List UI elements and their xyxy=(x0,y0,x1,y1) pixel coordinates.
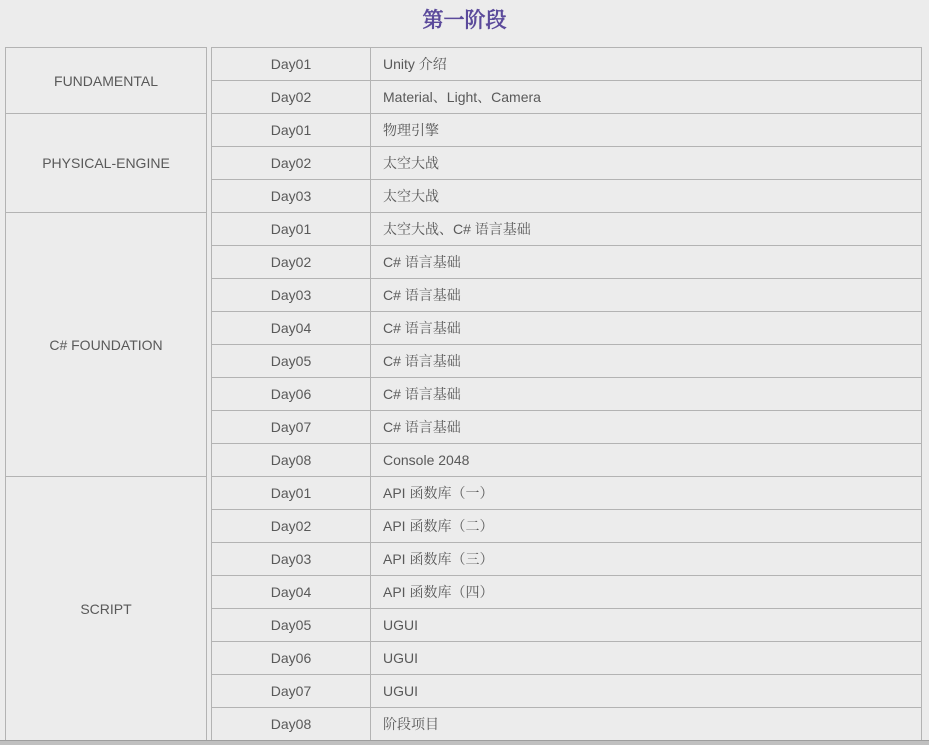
table-section xyxy=(5,113,922,213)
table-row xyxy=(211,410,922,444)
table-row xyxy=(211,443,922,477)
content-cell: C# 语言基础 xyxy=(370,311,922,345)
page-title: 第一阶段 xyxy=(422,9,507,32)
content-cell: UGUI xyxy=(370,641,922,675)
day-cell: Day02 xyxy=(211,146,371,180)
content-cell: C# 语言基础 xyxy=(370,377,922,411)
page-bottom-edge xyxy=(0,740,929,745)
category-cell: SCRIPT xyxy=(5,476,207,741)
table-row xyxy=(211,311,922,345)
table-section xyxy=(5,476,922,741)
day-cell: Day02 xyxy=(211,80,371,114)
content-cell: Console 2048 xyxy=(370,443,922,477)
day-cell: Day01 xyxy=(211,47,371,81)
content-cell: 太空大战 xyxy=(370,146,922,180)
content-cell: 太空大战 xyxy=(370,179,922,213)
day-cell: Day06 xyxy=(211,377,371,411)
day-cell: Day06 xyxy=(211,641,371,675)
day-cell: Day07 xyxy=(211,674,371,708)
content-cell: C# 语言基础 xyxy=(370,344,922,378)
day-cell: Day01 xyxy=(211,212,371,246)
day-cell: Day04 xyxy=(211,311,371,345)
content-cell: C# 语言基础 xyxy=(370,410,922,444)
table-row xyxy=(211,575,922,609)
table-row xyxy=(211,179,922,213)
day-cell: Day03 xyxy=(211,278,371,312)
day-cell: Day01 xyxy=(211,476,371,510)
content-cell: 阶段项目 xyxy=(370,707,922,741)
section-rows xyxy=(211,476,922,741)
table-row xyxy=(211,278,922,312)
content-cell: 太空大战、C# 语言基础 xyxy=(370,212,922,246)
content-cell: C# 语言基础 xyxy=(370,245,922,279)
category-cell: FUNDAMENTAL xyxy=(5,47,207,114)
content-cell: 物理引擎 xyxy=(370,113,922,147)
table-row xyxy=(211,542,922,576)
table-row xyxy=(211,707,922,741)
day-cell: Day01 xyxy=(211,113,371,147)
category-cell: C# FOUNDATION xyxy=(5,212,207,477)
day-cell: Day07 xyxy=(211,410,371,444)
content-cell: Unity 介绍 xyxy=(370,47,922,81)
table-row xyxy=(211,641,922,675)
table-row xyxy=(211,113,922,147)
table-row xyxy=(211,245,922,279)
table-row xyxy=(211,608,922,642)
table-row xyxy=(211,377,922,411)
table-section xyxy=(5,212,922,477)
schedule-table xyxy=(5,47,922,741)
day-cell: Day02 xyxy=(211,245,371,279)
content-cell: UGUI xyxy=(370,674,922,708)
category-cell: PHYSICAL-ENGINE xyxy=(5,113,207,213)
day-cell: Day08 xyxy=(211,443,371,477)
table-row xyxy=(211,509,922,543)
day-cell: Day02 xyxy=(211,509,371,543)
content-cell: Material、Light、Camera xyxy=(370,80,922,114)
table-row xyxy=(211,146,922,180)
section-rows xyxy=(211,113,922,213)
day-cell: Day08 xyxy=(211,707,371,741)
table-row xyxy=(211,212,922,246)
day-cell: Day03 xyxy=(211,179,371,213)
content-cell: UGUI xyxy=(370,608,922,642)
table-row xyxy=(211,674,922,708)
table-row xyxy=(211,80,922,114)
content-cell: API 函数库（四） xyxy=(370,575,922,609)
day-cell: Day03 xyxy=(211,542,371,576)
content-cell: API 函数库（二） xyxy=(370,509,922,543)
table-row xyxy=(211,344,922,378)
day-cell: Day05 xyxy=(211,608,371,642)
section-rows xyxy=(211,47,922,114)
table-row xyxy=(211,476,922,510)
content-cell: API 函数库（一） xyxy=(370,476,922,510)
content-cell: C# 语言基础 xyxy=(370,278,922,312)
table-section xyxy=(5,47,922,114)
content-cell: API 函数库（三） xyxy=(370,542,922,576)
day-cell: Day05 xyxy=(211,344,371,378)
day-cell: Day04 xyxy=(211,575,371,609)
section-rows xyxy=(211,212,922,477)
table-row xyxy=(211,47,922,81)
